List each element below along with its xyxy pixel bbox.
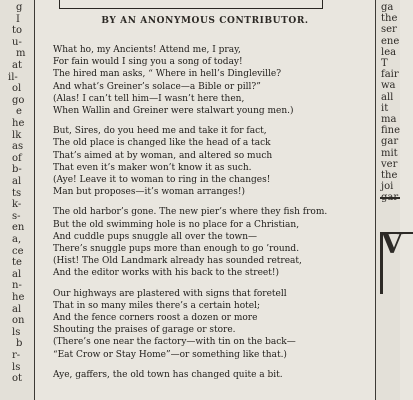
title-banner [59,0,323,9]
right-column-fragment: ene [381,35,400,47]
byline: BY AN ANONYMOUS CONTRIBUTOR. [101,16,309,26]
poem-line: “Eat Crow or Stay Home”—or something like that.) [53,349,287,360]
left-column-fragment: he [12,292,25,303]
left-column-fragment: ts [12,187,22,199]
poem-article [35,0,375,400]
poem-line: And what’s Greiner’s solace—a Bible or pill?” [53,81,261,92]
left-column-fragment: al [12,303,22,315]
poem-line: Shouting the praises of garage or store. [53,325,236,336]
right-column-fragment: the [381,170,398,181]
left-column-fragment: u- [12,36,22,48]
left-column-fragment: on [12,315,25,327]
right-column-fragment: mit [381,147,398,159]
poem-line: That even it’s maker won’t know it as such. [53,162,252,173]
right-column-fragment: the [381,13,398,25]
poem-line: When Wallin and Greiner were stalwart young men.) [53,106,294,116]
left-column-fragment: at [12,60,22,71]
left-column-fragment: I [16,13,20,25]
left-column-fragment: as [12,141,24,153]
right-column-fragment: all [381,91,394,103]
right-column-fragment: T [381,58,388,69]
left-column-fragment: al [12,176,22,187]
right-column-fragment: fine [381,125,401,137]
left-column-fragment: te [12,257,22,269]
left-neighbor-column [0,0,34,400]
left-column-fragment: to [12,25,23,37]
poem-line: For fain would I sing you a song of today! [53,57,243,68]
left-column-fragment: ce [12,245,24,257]
poem-line: The old harbor’s gone. The new pier’s where they fish from. [53,207,328,218]
poem-line: The hired man asks, “ Where in hell’s Dingleville? [53,69,282,80]
right-column-fragment: it [381,102,389,114]
left-column-fragment: lk [12,129,22,141]
right-column-fragment: fair [381,69,399,81]
left-column-fragment: b- [12,164,22,176]
right-column-fragment: V [381,227,403,260]
poem-line: And the fence corners roost a dozen or more [53,313,258,323]
left-column-fragment: s- [12,210,21,222]
poem-line: But, Sires, do you heed me and take it for fact, [53,126,267,137]
poem-line: (Alas! I can’t tell him—I wasn’t here then, [53,93,245,104]
right-column-fragment: ma [381,114,397,125]
right-column-fragment: ga [381,2,394,13]
left-column-fragment: ls [12,326,21,338]
left-column-fragment: al [12,268,22,280]
right-column-fragment: ser [381,24,397,36]
right-neighbor-column [376,0,403,400]
poem-line: (There’s one near the factory—with tin on the back— [53,337,296,348]
left-column-fragment: ls [12,361,21,373]
left-column-fragment: n- [12,280,22,292]
left-column-fragment: of [12,152,22,164]
poem-line: That in so many miles there’s a certain hotel; [53,300,261,311]
poem-line: And cuddle pups snuggle all over the town— [53,231,258,242]
poem-line: Our highways are plastered with signs that foretell [53,288,287,299]
poem-line: But the old swimming hole is no place for a Christian, [53,219,300,230]
left-column-fragment: k- [12,199,22,211]
left-column-fragment: a, [12,234,22,245]
poem-line: That’s aimed at by woman, and altered so much [53,150,273,161]
poem-line: The old place is changed like the head of a tack [53,138,271,149]
left-column-fragment: il- [8,71,18,83]
left-column-fragment: go [12,94,25,106]
right-column-fragment: joi [381,181,394,193]
left-column-fragment: r- [12,350,21,361]
poem-line: (Aye! Leave it to woman to ring in the changes! [53,175,271,185]
right-column-fragment: lea [381,46,397,58]
right-column-fragment: ver [381,158,398,170]
right-column-fragment: gar [381,136,399,148]
poem-line: (Hist! The Old Landmark already has sounded retreat, [53,256,302,267]
poem-line: What ho, my Ancients! Attend me, I pray, [53,45,241,55]
left-column-fragment: g [16,2,23,13]
left-column-fragment: ot [12,373,23,385]
poem-line: There’s snuggle pups more than enough to go ’round. [53,244,300,254]
poem-line: Man but proposes—it’s woman arranges!) [53,187,245,198]
right-column-rule [380,197,400,199]
right-column-fragment: wa [381,80,396,92]
poem-line: And the editor works with his back to the street!) [53,268,279,279]
left-column-fragment: he [12,118,25,129]
left-column-fragment: m [16,48,26,60]
left-column-fragment: b [16,338,23,350]
poem-line: Aye, gaffers, the old town has changed quite a bit. [53,369,283,380]
left-column-fragment: ol [12,83,22,95]
right-ad-box [380,227,413,294]
left-column-fragment: e [16,106,22,118]
left-column-fragment: en [12,222,25,234]
